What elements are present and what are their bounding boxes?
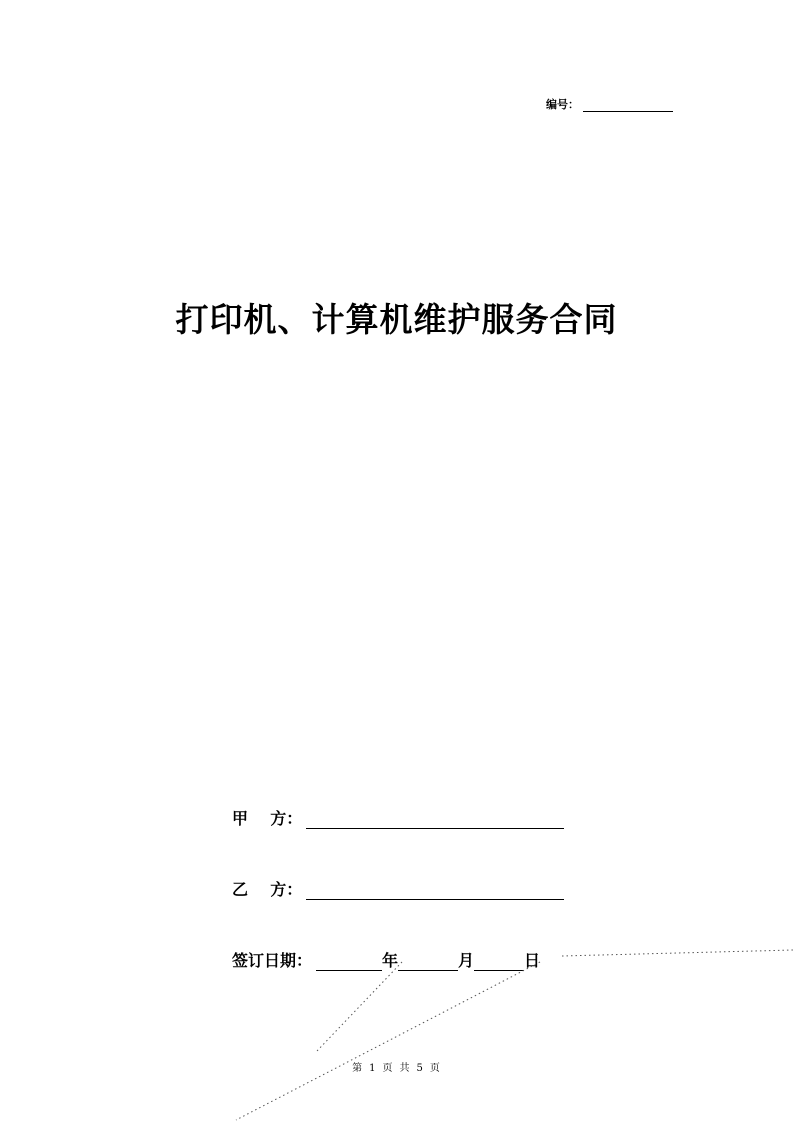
- total-pages-number: 5: [416, 1063, 424, 1074]
- signing-date-label: 签订日期：: [232, 951, 313, 970]
- party-b-label: 乙 方：: [232, 880, 303, 899]
- serial-number-label: 编号：: [546, 98, 579, 111]
- page-indicator: [349, 1059, 444, 1074]
- current-page-number: 1: [369, 1063, 377, 1074]
- total-prefix: 共: [399, 1063, 411, 1074]
- day-label: 日: [524, 951, 541, 970]
- page-prefix: 第: [352, 1063, 364, 1074]
- page-word: 页: [382, 1063, 394, 1074]
- dotted-horizontal-line: [562, 950, 793, 956]
- dotted-diagonal-line-short: [316, 962, 402, 1052]
- document-title-text: 打印机、计算机维护服务合同: [175, 300, 618, 339]
- dotted-diagonal-line-long: [236, 962, 540, 1120]
- page-footer: [0, 1059, 793, 1074]
- month-label: 月: [458, 951, 475, 970]
- total-word: 页: [429, 1063, 441, 1074]
- party-a-label: 甲 方：: [232, 809, 303, 828]
- year-label: 年: [382, 951, 399, 970]
